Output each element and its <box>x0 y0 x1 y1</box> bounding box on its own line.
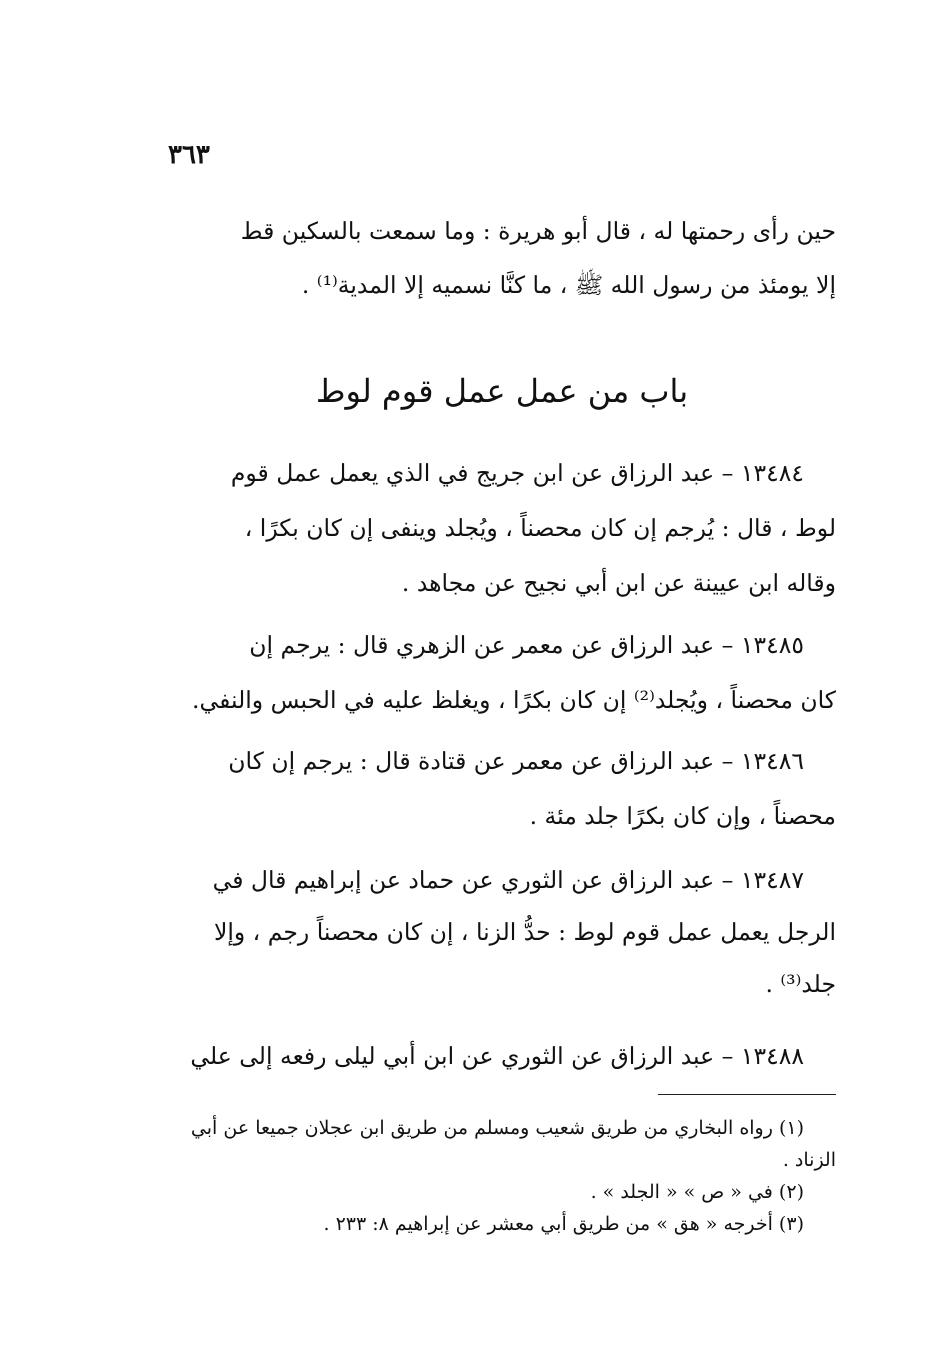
entry-line: ١٣٤٨٦ – عبد الرزاق عن معمر عن قتادة قال : يرجم إن كان <box>228 747 804 775</box>
entry-line: ١٣٤٨٤ – عبد الرزاق عن ابن جريج في الذي يعمل عمل قوم <box>230 459 804 487</box>
entry-line: لوط ، قال : يُرجم إن كان محصناً ، ويُجلد وينفى إن كان بكرًا ، <box>244 514 836 542</box>
entry-line: الرجل يعمل عمل قوم لوط : حدُّ الزنا ، إن كان محصناً رجم ، وإلا <box>213 918 836 946</box>
intro-line: إلا يومئذ من رسول الله ﷺ ، ما كنَّا نسميه إلا المدية⁽¹⁾ . <box>301 271 836 299</box>
hadith-entry <box>168 618 836 728</box>
hadith-entry <box>168 1030 836 1082</box>
footnote-line: (١) رواه البخاري من طريق شعيب ومسلم من طريق ابن عجلان جميعا عن أبي <box>190 1117 804 1139</box>
hadith-entry <box>168 446 836 611</box>
footnote-line: الزناد . <box>782 1149 836 1171</box>
footnotes <box>168 1112 836 1240</box>
entry-line: وقاله ابن عيينة عن ابن أبي نجيح عن مجاهد . <box>401 569 836 597</box>
footnote-line: (٣) أخرجه « هق » من طريق أبي معشر عن إبراهيم ٨: ٢٣٣ . <box>323 1213 804 1235</box>
footnote-separator <box>658 1094 836 1095</box>
entry-line: جلد⁽³⁾ . <box>765 970 836 998</box>
hadith-entry <box>168 854 836 1010</box>
footnote-line: (٢) في « ص » « الجلد » . <box>590 1181 804 1203</box>
entry-line: ١٣٤٨٥ – عبد الرزاق عن معمر عن الزهري قال : يرجم إن <box>249 631 804 659</box>
entry-line: كان محصناً ، ويُجلد⁽²⁾ إن كان بكرًا ، ويغلظ عليه في الحبس والنفي. <box>192 686 836 714</box>
entry-line: محصناً ، وإن كان بكرًا جلد مئة . <box>529 802 836 830</box>
hadith-entry <box>168 734 836 844</box>
intro-line: حين رأى رحمتها له ، قال أبو هريرة : وما سمعت بالسكين قط <box>240 217 836 245</box>
section-heading: باب من عمل عمل قوم لوط <box>315 372 689 410</box>
intro-paragraph <box>168 204 836 312</box>
entry-line: ١٣٤٨٨ – عبد الرزاق عن الثوري عن ابن أبي ليلى رفعه إلى علي <box>190 1042 804 1070</box>
page-number: ٣٦٣ <box>168 140 210 170</box>
entry-line: ١٣٤٨٧ – عبد الرزاق عن الثوري عن حماد عن إبراهيم قال في <box>212 866 804 894</box>
